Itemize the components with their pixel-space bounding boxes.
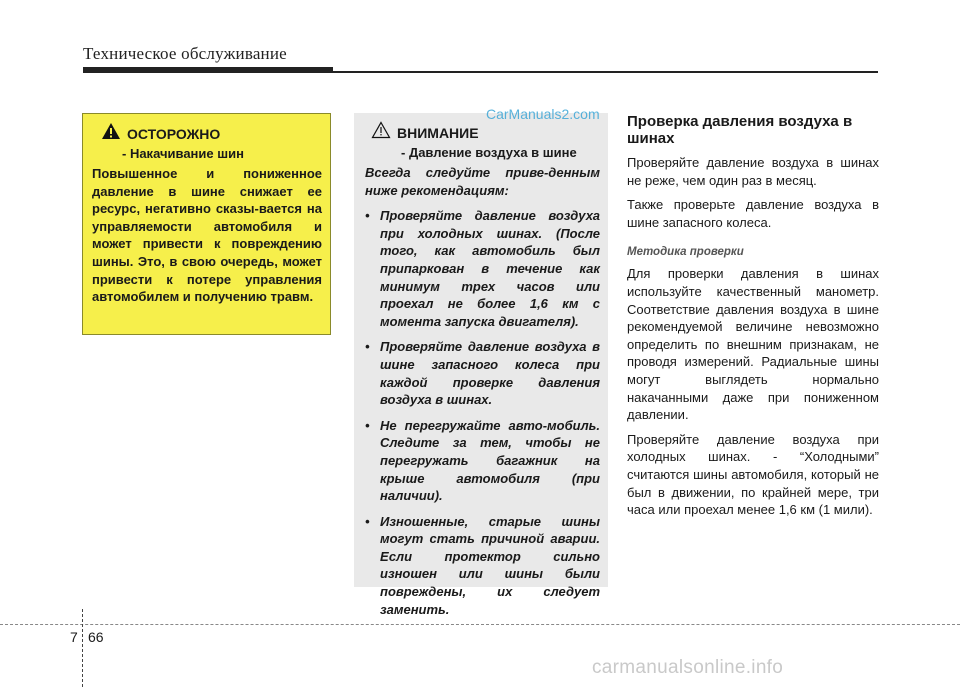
caution-list-item: [365, 207, 600, 330]
caution-list-item: [365, 338, 600, 408]
caution-item-text: Проверяйте давление воздуха при холодных шинах. (После того, как автомобиль был припаркован в течение как минимум трех часов или проехал не более 1,6 км с момента запуска двигателя).: [380, 208, 600, 329]
warning-text: Повышенное и пониженное давление в шине снижает ее ресурс, негативно сказы-вается на управляемости автомобиля и может привести к повреждению шины. Это, в свою очередь, может привести к потере управления автомобилем и получению травм.: [92, 166, 322, 305]
main-column: [627, 113, 879, 519]
watermark-top: CarManuals2.com: [486, 106, 600, 122]
bullet-icon: •: [365, 208, 370, 224]
paragraph-spare-tire: Также проверьте давление воздуха в шине запасного колеса.: [627, 197, 879, 230]
header-rule-thick: [83, 67, 333, 73]
caution-title-row: [371, 121, 600, 144]
caution-box: [354, 113, 608, 617]
caution-item-text: Проверяйте давление воздуха в шине запасного колеса при каждой проверке давления воздуха в шинах.: [380, 339, 600, 408]
header-rule-thin: [333, 71, 878, 73]
caution-item-text: Не перегружайте авто-мобиль. Следите за тем, чтобы не перегружать багажник на крыше автомобиля (при наличии).: [380, 417, 600, 504]
warning-triangle-icon: [101, 122, 121, 145]
bullet-icon: •: [365, 417, 370, 433]
caution-list-item: [365, 417, 600, 505]
paragraph-method: Для проверки давления в шинах используйте качественный манометр. Соответствие давления воздуха в шине рекомендуемой величине невозможно определить по внешним признакам, не проводя измерений. Радиальные шины могут выглядеть нормально накачанными даже при пониженном давлении.: [627, 266, 879, 423]
footer-rule: [0, 624, 960, 625]
warning-title-row: [101, 122, 322, 145]
caution-title: ВНИМАНИЕ: [397, 124, 479, 141]
caution-item-text: Изношенные, старые шины могут стать причиной аварии. Если протектор сильно изношен или шины были повреждены, их следует заменить.: [380, 513, 600, 617]
caution-list-item: [365, 513, 600, 619]
bullet-icon: •: [365, 339, 370, 355]
caution-subtitle: - Давление воздуха в шине: [401, 145, 577, 160]
section-heading: Проверка давления воздуха в шинах: [627, 113, 853, 147]
caution-intro: Всегда следуйте приве-денным ниже рекомендациям:: [365, 165, 600, 198]
warning-box: [82, 113, 331, 335]
subheading-method: Методика проверки: [627, 246, 744, 259]
page-header-title: Техническое обслуживание: [83, 44, 287, 63]
watermark-bottom: carmanualsonline.info: [592, 657, 784, 678]
chapter-number: 7: [70, 629, 78, 645]
warning-title: ОСТОРОЖНО: [127, 125, 221, 142]
paragraph-check-monthly: Проверяйте давление воздуха в шинах не реже, чем один раз в месяц.: [627, 155, 879, 188]
caution-triangle-icon: [371, 121, 391, 144]
footer-divider: [82, 609, 84, 687]
caution-list: [365, 207, 600, 618]
paragraph-cold-tires: Проверяйте давление воздуха при холодных шинах. - “Холодными” считаются шины автомобиля, который не был в движении, по крайней мере, три часа или проехал менее 1,6 км (1 мили).: [627, 431, 879, 518]
warning-subtitle: - Накачивание шин: [122, 146, 244, 161]
page-number: 66: [88, 629, 104, 645]
bullet-icon: •: [365, 513, 370, 529]
